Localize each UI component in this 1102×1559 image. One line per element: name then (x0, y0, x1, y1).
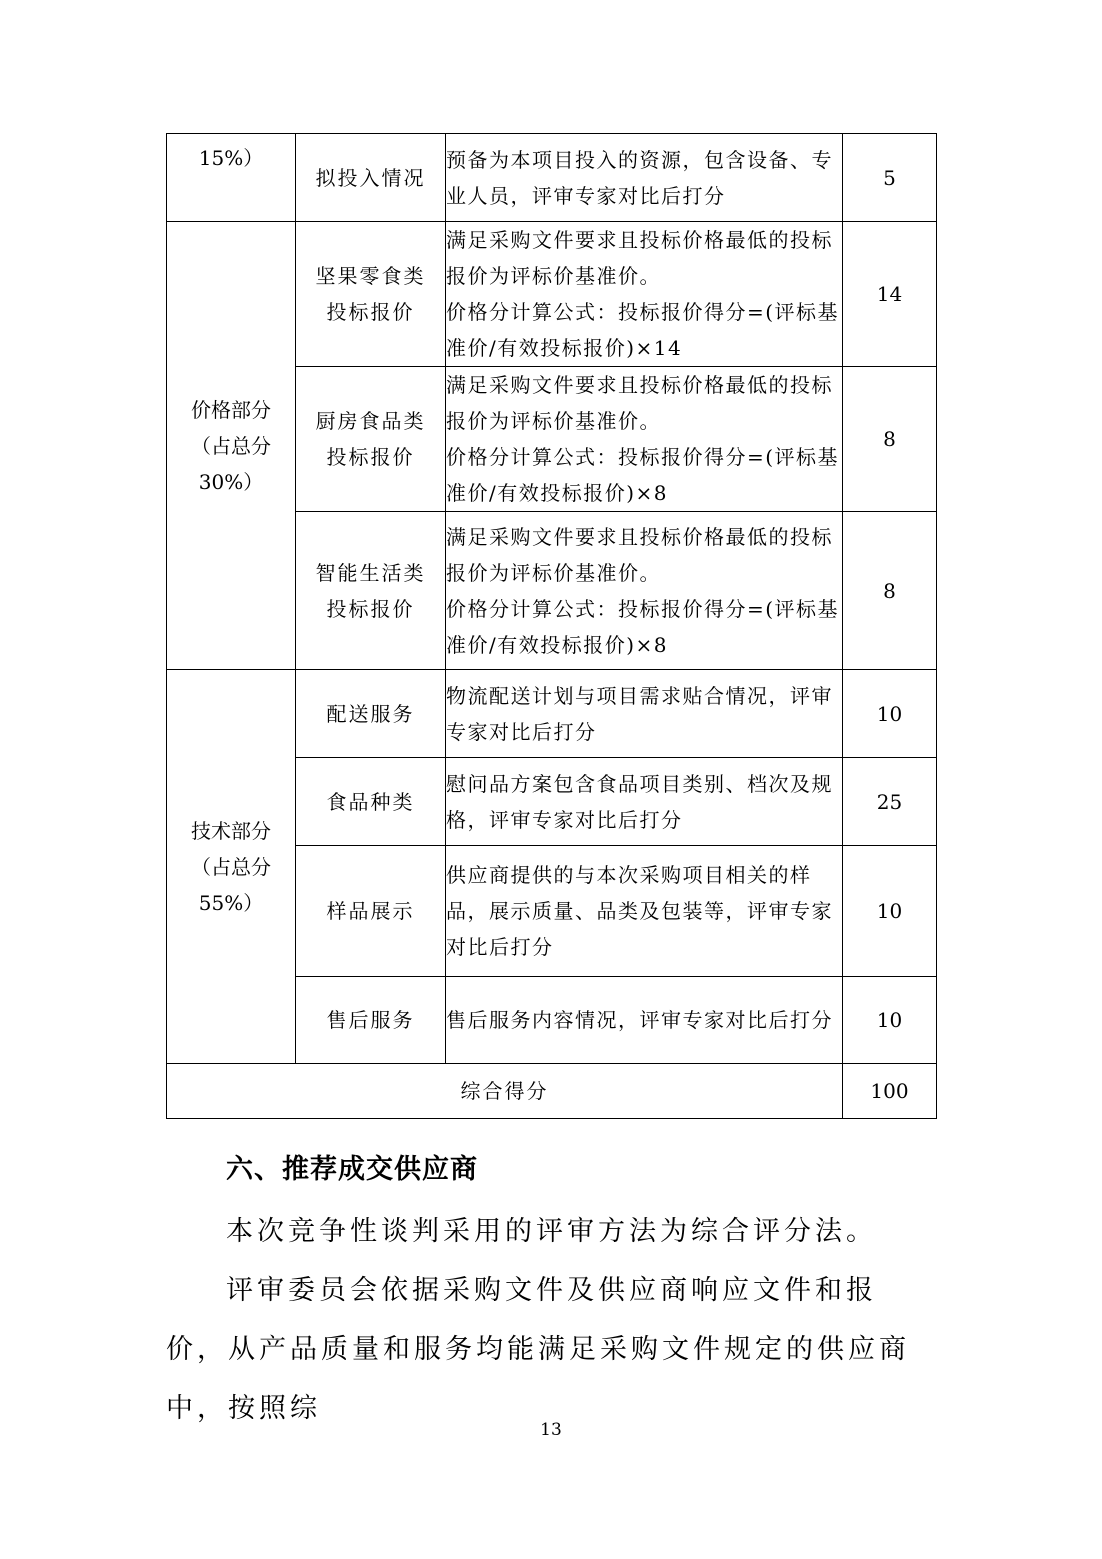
total-label-cell: 综合得分 (167, 1064, 843, 1119)
scoring-table (166, 133, 937, 1119)
paragraph: 本次竞争性谈判采用的评审方法为综合评分法。 (226, 1216, 877, 1247)
score-cell: 10 (843, 670, 937, 758)
price-category-cell: 价格部分 （占总分 30%） (167, 222, 296, 670)
item-cell: 配送服务 (296, 670, 446, 758)
score-cell: 25 (843, 758, 937, 846)
description-cell: 供应商提供的与本次采购项目相关的样品，展示质量、品类及包装等，评审专家对比后打分 (446, 846, 843, 977)
page-number: 13 (540, 1420, 562, 1440)
section-heading: 六、推荐成交供应商 (226, 1154, 478, 1185)
table-row (167, 670, 937, 758)
category-cell: 15%） (167, 134, 296, 222)
description-cell: 满足采购文件要求且投标价格最低的投标报价为评标价基准价。 价格分计算公式：投标报价得分=(评标基准价/有效投标报价)×8 (446, 367, 843, 512)
item-cell: 智能生活类 投标报价 (296, 512, 446, 670)
description-cell: 满足采购文件要求且投标价格最低的投标报价为评标价基准价。 价格分计算公式：投标报价得分=(评标基准价/有效投标报价)×14 (446, 222, 843, 367)
item-cell: 食品种类 (296, 758, 446, 846)
table-row (167, 222, 937, 367)
description-cell: 满足采购文件要求且投标价格最低的投标报价为评标价基准价。 价格分计算公式：投标报价得分=(评标基准价/有效投标报价)×8 (446, 512, 843, 670)
item-cell: 坚果零食类 投标报价 (296, 222, 446, 367)
score-cell: 8 (843, 367, 937, 512)
description-cell: 慰问品方案包含食品项目类别、档次及规格，评审专家对比后打分 (446, 758, 843, 846)
description-cell: 售后服务内容情况，评审专家对比后打分 (446, 977, 843, 1064)
score-cell: 8 (843, 512, 937, 670)
score-cell: 5 (843, 134, 937, 222)
score-cell: 10 (843, 846, 937, 977)
paragraph: 评审委员会依据采购文件及供应商响应文件和报价，从产品质量和服务均能满足采购文件规定的供应商中，按照综 (166, 1275, 910, 1424)
score-cell: 14 (843, 222, 937, 367)
total-score-cell: 100 (843, 1064, 937, 1119)
table-row (167, 134, 937, 222)
tech-category-cell: 技术部分 （占总分 55%） (167, 670, 296, 1064)
item-cell: 拟投入情况 (296, 134, 446, 222)
body-text (166, 1202, 936, 1438)
description-cell: 物流配送计划与项目需求贴合情况，评审专家对比后打分 (446, 670, 843, 758)
item-cell: 厨房食品类 投标报价 (296, 367, 446, 512)
item-cell: 售后服务 (296, 977, 446, 1064)
description-cell: 预备为本项目投入的资源，包含设备、专业人员，评审专家对比后打分 (446, 134, 843, 222)
score-cell: 10 (843, 977, 937, 1064)
total-row (167, 1064, 937, 1119)
item-cell: 样品展示 (296, 846, 446, 977)
